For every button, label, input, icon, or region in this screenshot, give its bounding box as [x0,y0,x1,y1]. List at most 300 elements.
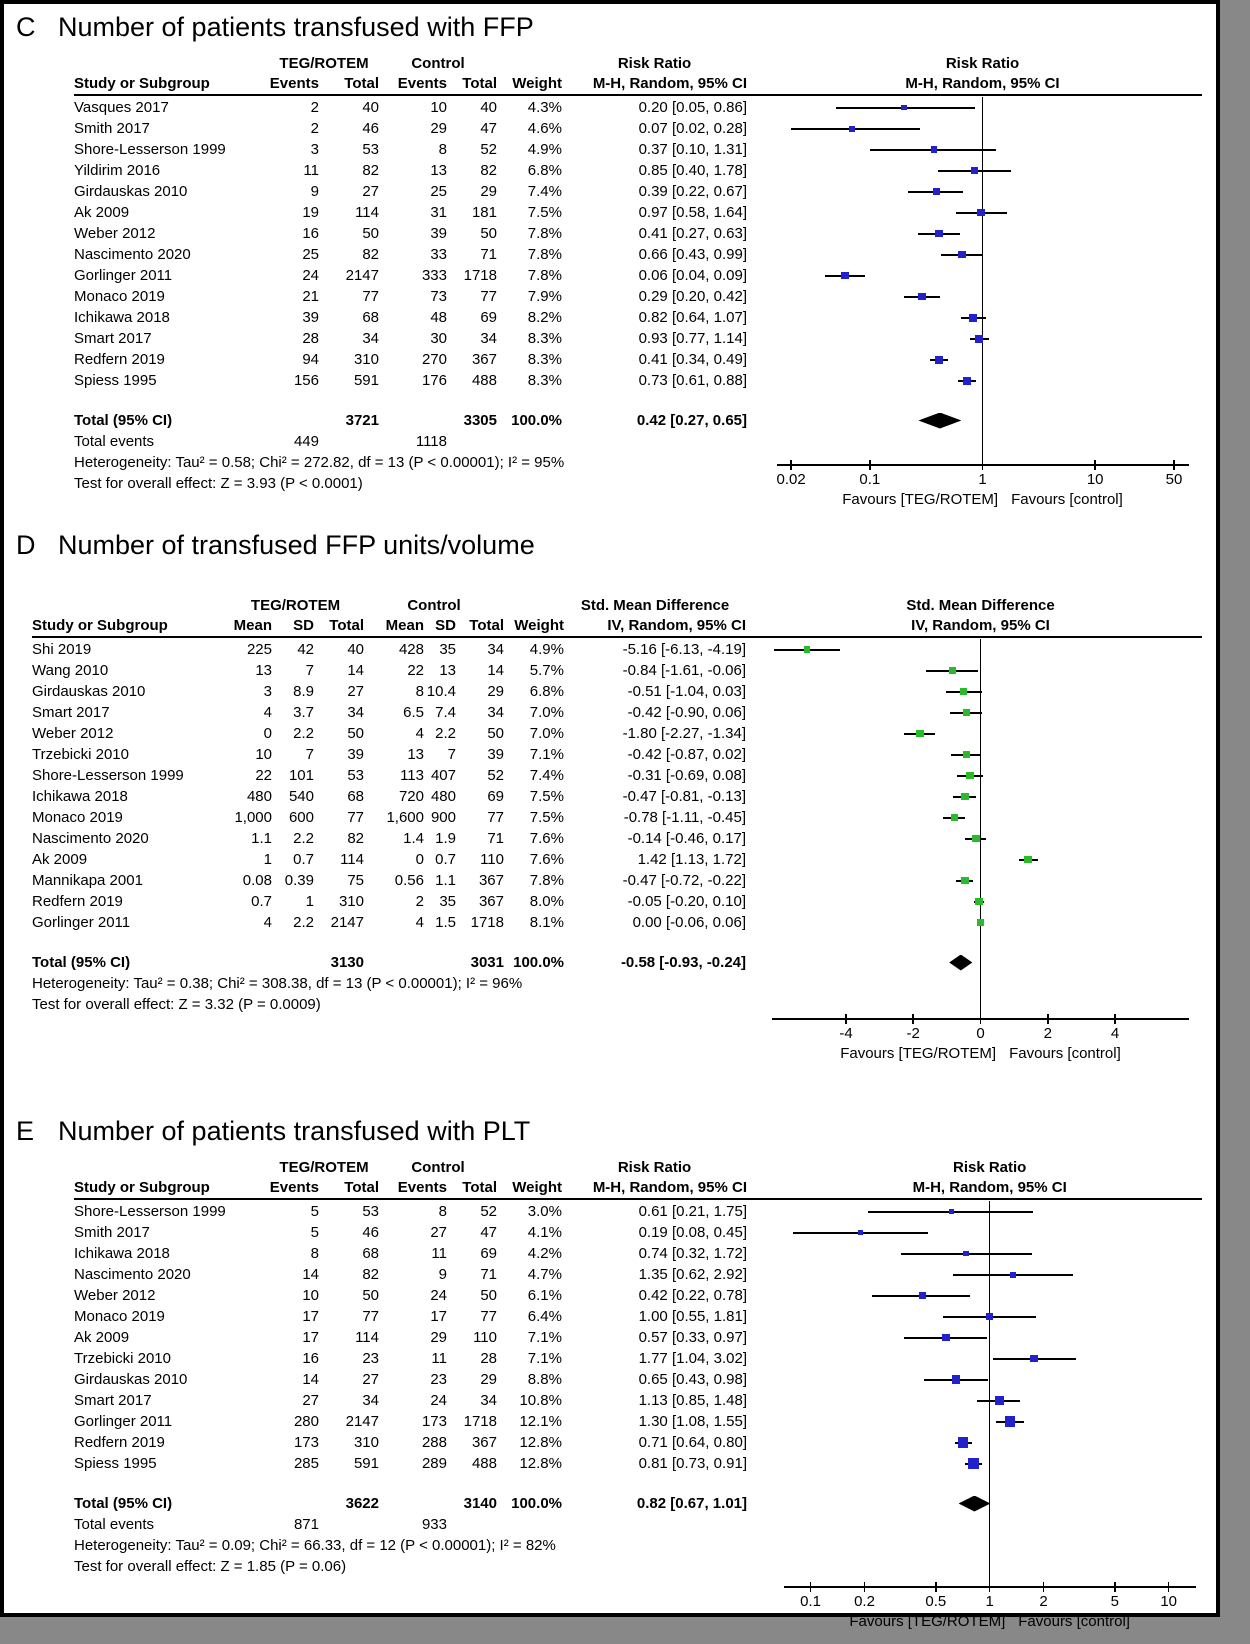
value-cell: 1.1 [251,830,272,847]
column-label: Mean [233,617,272,634]
row-indent [12,307,74,328]
favours-left-label: Favours [TEG/ROTEM] [840,1045,997,1062]
value-cell: 720 [398,788,424,805]
effect-marker [977,919,985,927]
value-cell: 39 [430,225,447,242]
value-cell: 1118 [415,433,447,450]
value-cell: -5.16 [-6.13, -4.19] [622,641,746,658]
value-cell: 0.81 [0.73, 0.91] [638,1455,747,1472]
value-cell: 333 [421,267,447,284]
value-cell: 0.20 [0.05, 0.86] [638,99,747,116]
value-cell: 6.8% [529,683,564,700]
row-indent [12,702,32,723]
value-cell: 4.2% [527,1245,562,1262]
heterogeneity-note: Heterogeneity: Tau² = 0.09; Chi² = 66.33, df = 12 (P < 0.00001); I² = 82% [74,1537,556,1554]
study-label: Spiess 1995 [74,372,157,389]
value-cell [379,1493,447,1514]
axis-tick [1094,460,1096,470]
value-cell: 30 [430,330,447,347]
value-cell [424,952,456,973]
value-cell: 28 [480,1350,497,1367]
study-label: Redfern 2019 [74,1434,165,1451]
value-cell: 27 [362,1371,379,1388]
value-cell: 3140 [463,1495,497,1512]
value-cell: 367 [471,351,497,368]
value-cell: 4.9% [527,141,562,158]
value-cell: 48 [430,309,447,326]
row-indent [12,410,74,431]
value-cell: 12.8% [519,1455,562,1472]
value-cell: -0.47 [-0.81, -0.13] [622,788,746,805]
value-cell: 27 [362,183,379,200]
value-cell: 73 [430,288,447,305]
study-label: Spiess 1995 [74,1455,157,1472]
value-cell: 7.1% [527,1350,562,1367]
column-label: Mean [385,617,424,634]
value-cell: 77 [487,809,504,826]
value-cell: 600 [288,809,314,826]
value-cell: 114 [340,851,364,868]
value-cell: 0.7 [293,851,314,868]
value-cell: 101 [288,767,314,784]
row-indent [12,891,32,912]
value-cell: 50 [347,725,364,742]
row-indent [12,828,32,849]
value-cell: 69 [480,309,497,326]
panel-c-title-row [12,12,1216,54]
value-cell: 7.0% [529,704,564,721]
study-label: Ichikawa 2018 [74,1245,170,1262]
value-cell: 0.66 [0.43, 0.99] [638,246,747,263]
effect-marker [971,167,978,174]
plot-method-header: IV, Random, 95% CI [911,617,1050,634]
panel-e-letter: E [16,1116,35,1146]
axis-tick-label: 0 [976,1025,985,1042]
effect-marker [949,667,956,674]
value-cell: 6.4% [527,1308,562,1325]
panel-d [12,530,1216,1076]
effect-marker [935,230,943,238]
row-indent [12,1369,74,1390]
value-cell: 0.82 [0.64, 1.07] [638,309,747,326]
value-cell: 7.1% [527,1329,562,1346]
value-cell: 2 [310,120,319,137]
column-label: Total [469,617,504,634]
value-cell: 367 [478,872,504,889]
axis-tick [1168,1582,1170,1592]
value-cell: 94 [302,351,319,368]
value-cell: 8 [438,1203,447,1220]
row-indent [12,616,32,636]
value-cell: 181 [471,204,497,221]
row-indent [12,1493,74,1514]
value-cell: 16 [302,225,319,242]
value-cell: 7.1% [529,746,564,763]
value-cell: 13 [430,162,447,179]
effect-marker [966,772,974,780]
value-cell: 0.93 [0.77, 1.14] [638,330,747,347]
value-cell: 2 [415,893,424,910]
value-cell: 29 [430,1329,447,1346]
column-label: M-H, Random, 95% CI [592,1179,747,1196]
study-label: Shi 2019 [32,641,92,658]
value-cell: 23 [362,1350,379,1367]
group2-header: Control [407,597,461,614]
effect-marker [916,730,923,737]
value-cell: 14 [302,1371,319,1388]
column-label: Weight [512,75,562,92]
value-cell: 173 [421,1413,447,1430]
effect-marker [975,898,983,906]
study-label: Redfern 2019 [32,893,123,910]
value-cell: 11 [431,1350,447,1367]
axis-tick-label: 1 [985,1593,994,1610]
study-label: Gorlinger 2011 [32,914,131,931]
value-cell: 1.13 [0.85, 1.48] [638,1392,747,1409]
value-cell: 3.0% [527,1203,562,1220]
row-indent [12,139,74,160]
study-label: Wang 2010 [32,662,109,679]
value-cell: 0.71 [0.64, 0.80] [638,1434,747,1451]
value-cell: 27 [347,683,364,700]
value-cell: 14 [347,662,364,679]
panel-d-letter: D [16,530,36,560]
row-indent [12,912,32,933]
column-label: Total [462,75,497,92]
value-cell: 13 [407,746,424,763]
study-label: Nascimento 2020 [74,1266,191,1283]
value-cell: 2147 [345,267,379,284]
value-cell: 591 [353,1455,379,1472]
value-cell: 82 [347,830,364,847]
value-cell: 1.35 [0.62, 2.92] [638,1266,747,1283]
effect-marker [958,1437,969,1448]
value-cell: 100.0% [511,1495,562,1512]
value-cell: 0.08 [242,872,272,889]
value-cell: 53 [347,767,364,784]
value-cell: 29 [487,683,504,700]
value-cell: -0.14 [-0.46, 0.17] [627,830,746,847]
value-cell: 100.0% [513,954,564,971]
value-cell: 53 [362,141,379,158]
value-cell: -0.58 [-0.93, -0.24] [620,954,746,971]
column-label: Total [344,75,379,92]
axis-tick-label: 5 [1110,1593,1119,1610]
value-cell: 8.3% [527,351,562,368]
value-cell: 22 [407,662,424,679]
effect-marker [977,209,985,217]
value-cell: 7.4 [435,704,456,721]
value-cell: 0.61 [0.21, 1.75] [638,1203,747,1220]
value-cell: 310 [353,351,379,368]
value-cell: 71 [480,246,497,263]
value-cell: 4.3% [527,99,562,116]
value-cell: 1.4 [403,830,424,847]
heterogeneity-note: Heterogeneity: Tau² = 0.58; Chi² = 272.82, df = 13 (P < 0.00001); I² = 95% [74,454,565,471]
axis-tick [864,1582,866,1592]
value-cell: 0.42 [0.22, 0.78] [638,1287,747,1304]
row-indent [12,681,32,702]
plot-effect-header: Std. Mean Difference [906,597,1055,614]
value-cell: 39 [487,746,504,763]
value-cell: 34 [480,1392,497,1409]
value-cell: 71 [487,830,504,847]
axis-tick-label: 4 [1110,1025,1120,1042]
value-cell [227,952,272,973]
value-cell: 50 [362,225,379,242]
row-indent [12,1432,74,1453]
value-cell [447,431,497,452]
value-cell [269,1493,319,1514]
study-label: Shore-Lesserson 1999 [74,141,226,158]
value-cell: 310 [353,1434,379,1451]
value-cell [269,410,319,431]
value-cell: 1718 [463,267,497,284]
value-cell: 480 [246,788,272,805]
row-indent [12,807,32,828]
value-cell: 4 [415,725,424,742]
row-indent [12,74,74,94]
plot-effect-header: Risk Ratio [945,55,1020,72]
axis-tick-label: 0.1 [800,1593,822,1610]
row-indent [12,952,32,973]
value-cell: 53 [362,1203,379,1220]
value-cell: 0.7 [435,851,456,868]
axis-tick-label: 0.1 [859,471,881,488]
value-cell: 77 [362,288,379,305]
axis-tick [1114,1014,1116,1024]
value-cell: -0.78 [-1.11, -0.45] [623,809,746,826]
value-cell: -0.84 [-1.61, -0.06] [622,662,746,679]
column-label: Total [329,617,364,634]
value-cell: 34 [347,704,364,721]
effect-header: Std. Mean Difference [580,597,730,614]
column-label: Total [344,1179,379,1196]
value-cell [364,952,424,973]
overall-effect-note: Test for overall effect: Z = 1.85 (P = 0.06) [74,1558,347,1575]
value-cell: 46 [362,120,379,137]
panel-d-forest-grid [12,596,1210,1076]
value-cell: 8 [310,1245,319,1262]
panel-e-title: Number of patients transfused with PLT [58,1116,531,1146]
row-indent [12,1411,74,1432]
axis-tick [935,1582,937,1592]
row-indent [12,1390,74,1411]
value-cell: 47 [480,1224,497,1241]
effect-marker [960,688,967,695]
forest-plot-area [777,54,1189,522]
null-effect-line [980,639,982,1018]
value-cell: 82 [362,246,379,263]
value-cell: 27 [430,1224,447,1241]
value-cell [497,1514,562,1535]
value-cell: 367 [478,893,504,910]
axis-tick [1043,1582,1045,1592]
study-label: Shore-Lesserson 1999 [74,1203,226,1220]
effect-marker [958,251,966,259]
row-indent [12,118,74,139]
value-cell: 449 [293,433,319,450]
value-cell: 8.0% [529,893,564,910]
value-cell [447,1514,497,1535]
value-cell: 29 [430,120,447,137]
value-cell: 4.9% [529,641,564,658]
group1-header: TEG/ROTEM [279,55,369,72]
study-label: Smart 2017 [74,330,152,347]
column-label: Study or Subgroup [74,1179,210,1196]
forest-plot-area [784,1158,1196,1644]
value-cell: 10.4 [426,683,456,700]
value-cell: 0 [415,851,424,868]
value-cell: 110 [480,851,504,868]
row-indent [12,244,74,265]
value-cell: 0.73 [0.61, 0.88] [638,372,747,389]
value-cell: 6.8% [527,162,562,179]
axis-tick-label: 2 [1039,1593,1048,1610]
study-label: Total events [74,433,155,450]
column-label: SD [293,617,314,634]
study-label: Total events [74,1516,155,1533]
value-cell: 280 [293,1413,319,1430]
value-cell: 77 [480,1308,497,1325]
value-cell: 17 [302,1308,319,1325]
value-cell: 24 [430,1392,447,1409]
value-cell: 0.39 [0.22, 0.67] [638,183,747,200]
value-cell: 39 [347,746,364,763]
value-cell: 285 [293,1455,319,1472]
value-cell: 25 [430,183,447,200]
value-cell: 871 [293,1516,319,1533]
value-cell: 12.8% [519,1434,562,1451]
axis-tick-label: -4 [839,1025,853,1042]
value-cell: 50 [480,1287,497,1304]
value-cell: 0.65 [0.43, 0.98] [638,1371,747,1388]
value-cell: 17 [302,1329,319,1346]
study-label: Total (95% CI) [32,954,131,971]
value-cell: 3622 [345,1495,379,1512]
row-indent [12,786,32,807]
value-cell: 0.56 [394,872,424,889]
value-cell: 3.7 [293,704,314,721]
column-label: Weight [512,1179,562,1196]
effect-marker [1024,856,1032,864]
row-indent [12,639,32,660]
study-label: Ichikawa 2018 [74,309,170,326]
column-label: SD [435,617,456,634]
axis-tick-label: 1 [978,471,987,488]
column-label: Events [397,75,447,92]
value-cell: 367 [471,1434,497,1451]
plot-method-header: M-H, Random, 95% CI [905,75,1060,92]
value-cell: 900 [430,809,456,826]
row-indent [12,286,74,307]
value-cell: 0 [263,725,272,742]
value-cell: 4.7% [527,1266,562,1283]
value-cell: 5 [310,1224,319,1241]
study-label: Monaco 2019 [74,1308,165,1325]
value-cell: 14 [487,662,504,679]
value-cell: 10 [255,746,272,763]
favours-left-label: Favours [TEG/ROTEM] [842,491,999,508]
effect-marker [1010,1272,1016,1278]
value-cell: 4 [263,914,272,931]
value-cell: 7 [305,662,314,679]
value-cell: 71 [480,1266,497,1283]
summary-diamond [959,1496,991,1512]
value-cell: 40 [480,99,497,116]
value-cell: 3721 [345,412,379,429]
group1-header: TEG/ROTEM [279,1159,369,1176]
value-cell [319,1514,379,1535]
effect-marker [961,877,969,885]
effect-marker [901,105,907,111]
value-cell: 10.8% [519,1392,562,1409]
effect-header: Risk Ratio [617,55,692,72]
study-label: Weber 2012 [74,225,156,242]
axis-tick-label: 0.02 [776,471,806,488]
row-indent [12,223,74,244]
effect-marker [841,272,849,280]
effect-marker [995,1396,1004,1405]
effect-marker [933,188,941,196]
value-cell: 46 [362,1224,379,1241]
value-cell: 0.7 [251,893,272,910]
effect-marker [931,146,937,152]
value-cell: 7.8% [529,872,564,889]
value-cell: 31 [430,204,447,221]
value-cell: -0.51 [-1.04, 0.03] [627,683,746,700]
effect-marker [969,314,977,322]
value-cell [272,952,314,973]
value-cell: 0.82 [0.67, 1.01] [636,1495,747,1512]
value-cell: 16 [302,1350,319,1367]
value-cell: 3305 [463,412,497,429]
value-cell: 289 [421,1455,447,1472]
value-cell: 47 [480,120,497,137]
study-label: Monaco 2019 [74,288,165,305]
value-cell: 288 [421,1434,447,1451]
value-cell: 28 [302,330,319,347]
value-cell: 480 [430,788,456,805]
value-cell: 7.5% [527,204,562,221]
row-indent [12,1306,74,1327]
value-cell: 2.2 [435,725,456,742]
value-cell: 1.00 [0.55, 1.81] [638,1308,747,1325]
value-cell: 69 [487,788,504,805]
group1-header: TEG/ROTEM [250,597,341,614]
value-cell: 0.85 [0.40, 1.78] [638,162,747,179]
summary-diamond [949,955,972,971]
value-cell: 2147 [330,914,364,931]
axis-tick-label: -2 [906,1025,920,1042]
axis-tick [912,1014,914,1024]
study-label: Girdauskas 2010 [74,1371,188,1388]
axis-tick-label: 10 [1086,471,1104,488]
effect-marker [804,646,810,652]
row-indent [12,328,74,349]
favours-labels [730,1613,1250,1630]
ci-line [791,128,920,130]
axis-tick-label: 2 [1043,1025,1052,1042]
value-cell: 10 [430,99,447,116]
value-cell: 8.1% [529,914,564,931]
value-cell: 225 [246,641,272,658]
value-cell: 22 [255,767,272,784]
row-indent [12,370,74,391]
panel-c-letter: C [16,12,36,42]
column-label: Study or Subgroup [32,617,168,634]
value-cell: 4.1% [527,1224,562,1241]
